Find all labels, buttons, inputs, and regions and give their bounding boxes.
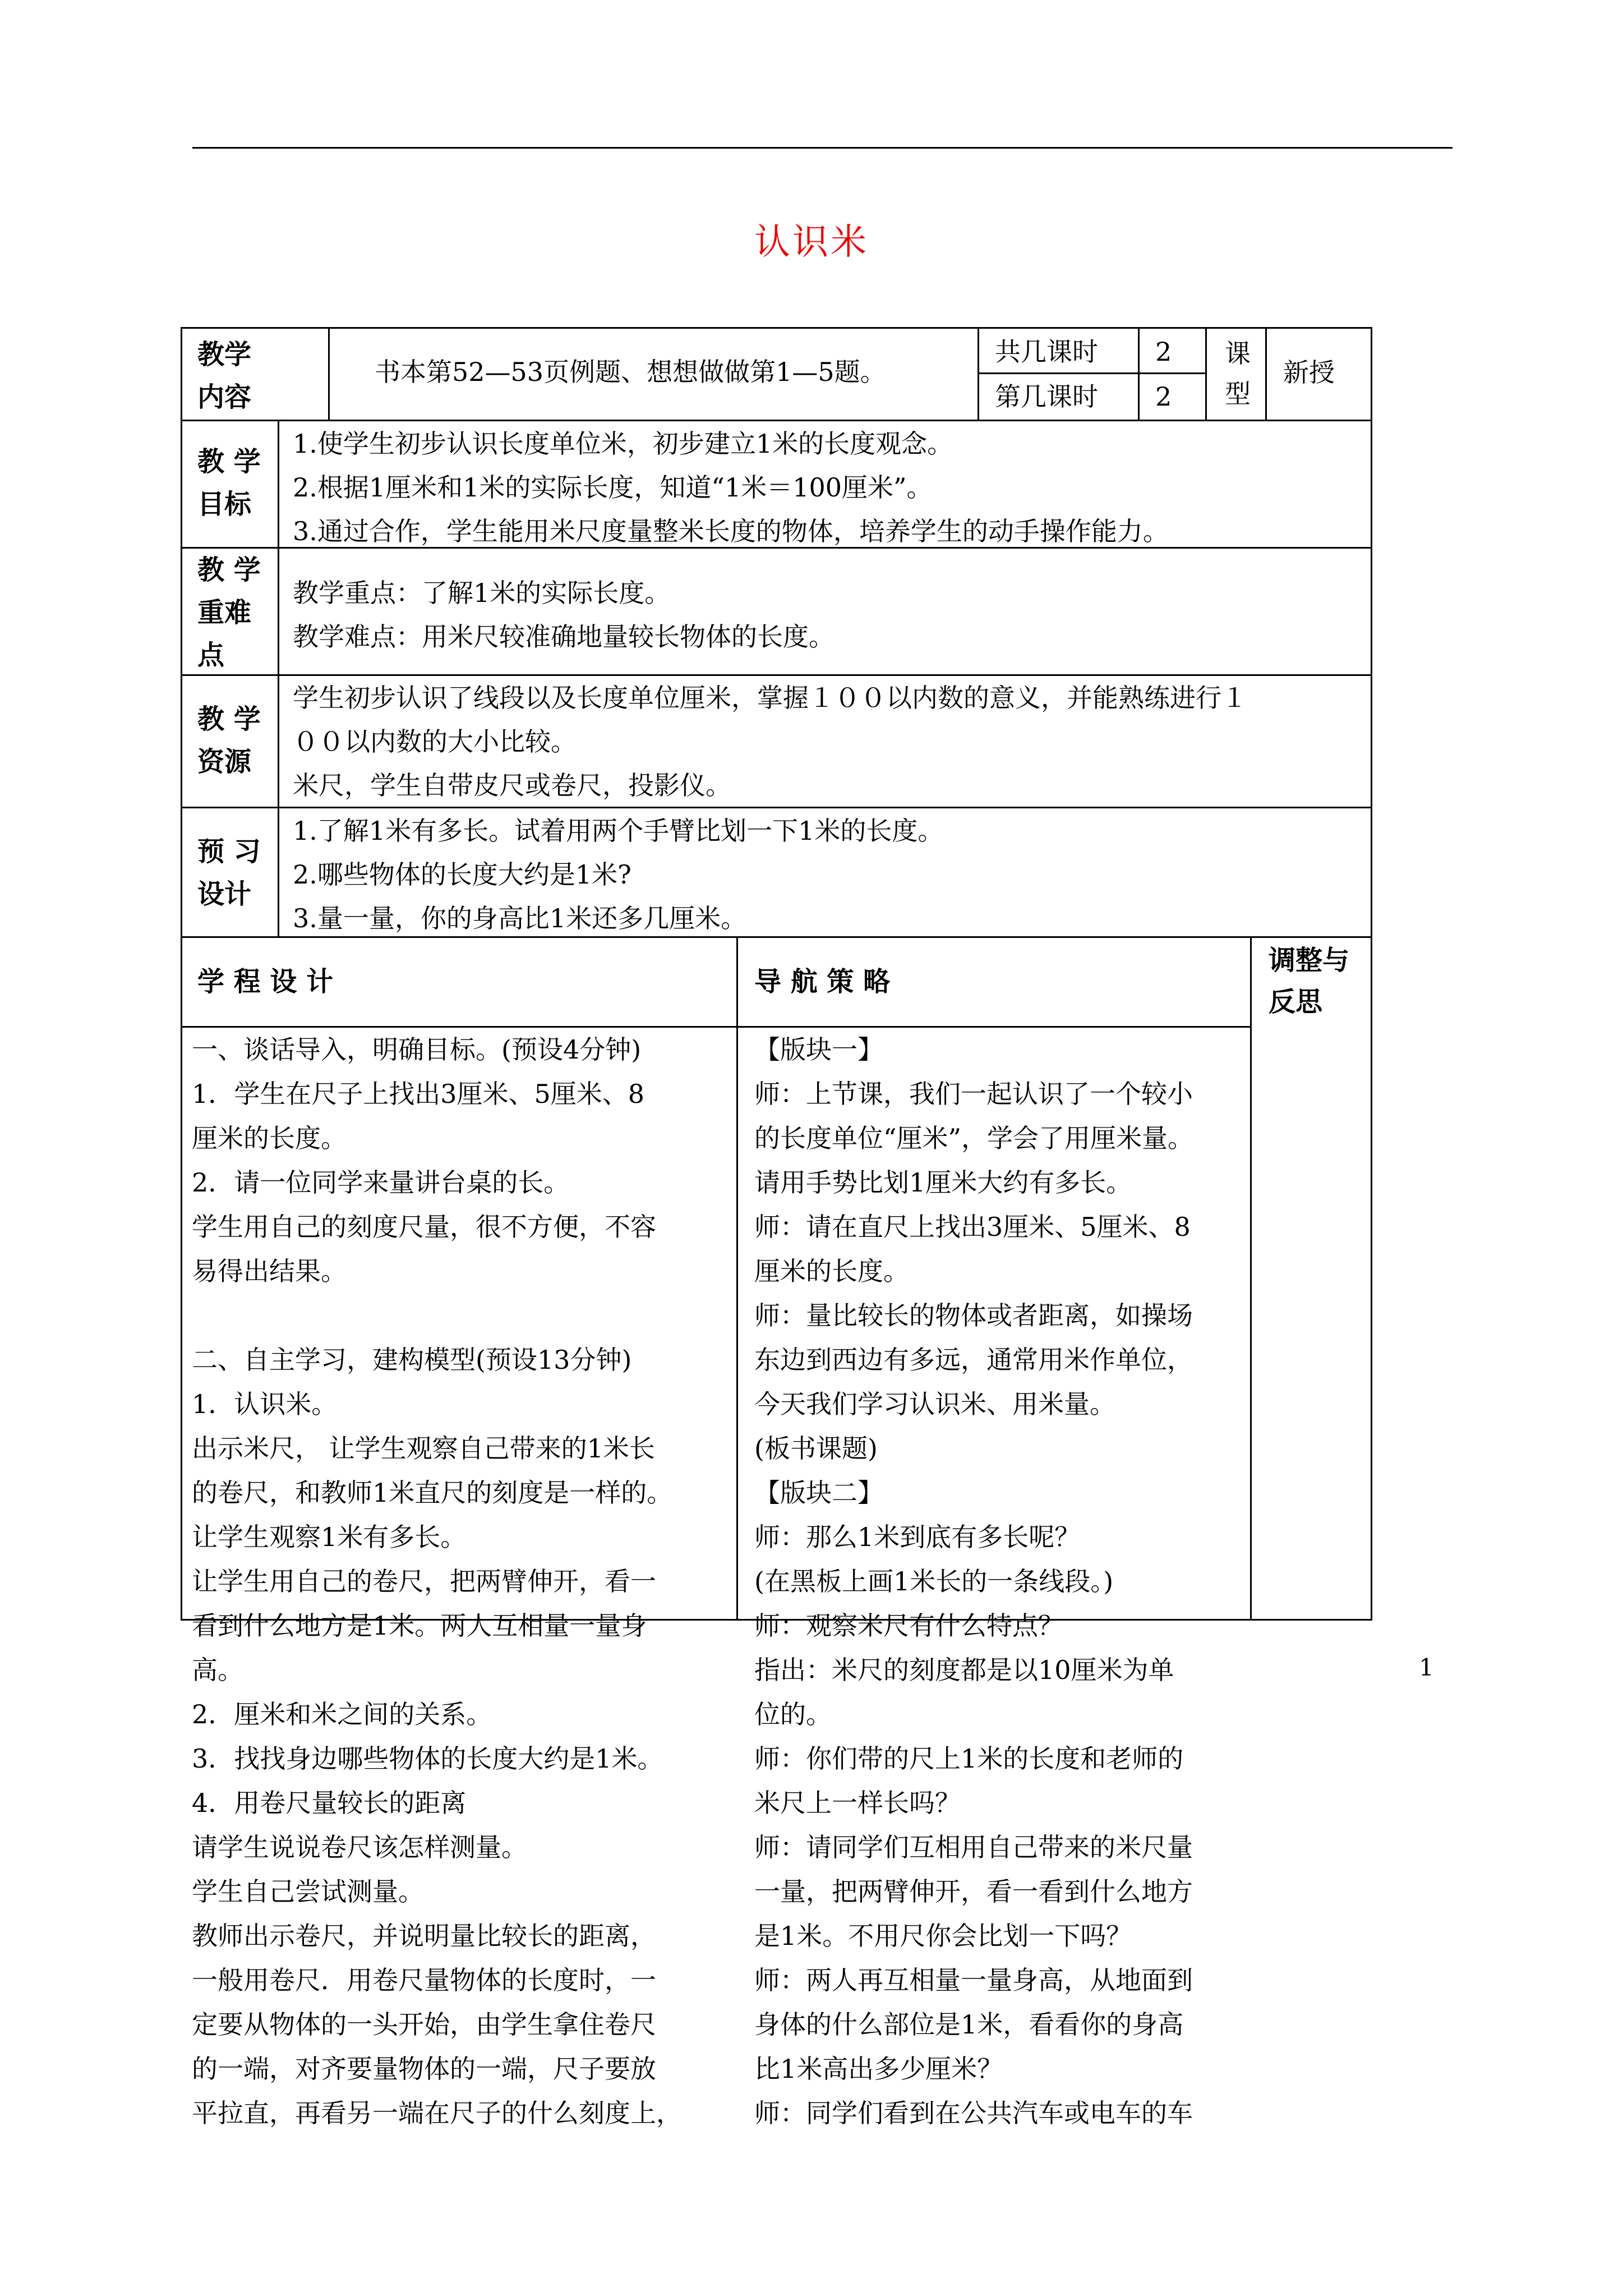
process-line: 4．用卷尺量较长的距离 — [192, 1788, 467, 1818]
label-line: 教 学 — [197, 446, 261, 477]
navigation-strategy-header: 导 航 策 略 — [754, 966, 891, 997]
process-line: 学生用自己的刻度尺量，很不方便，不容 — [192, 1212, 656, 1242]
process-line: 1．认识米。 — [192, 1389, 338, 1419]
row-label-content — [197, 333, 321, 418]
navigation-strategy-column — [754, 1028, 1248, 2136]
keypoint-item: 教学难点：用米尺较准确地量较长物体的长度。 — [293, 622, 834, 652]
preview-list — [293, 809, 1367, 940]
process-line: 学生自己尝试测量。 — [192, 1876, 424, 1907]
goal-item: 3.通过合作，学生能用米尺度量整米长度的物体，培养学生的动手操作能力。 — [293, 516, 1169, 546]
process-line: 请学生说说卷尺该怎样测量。 — [192, 1832, 527, 1862]
process-line: 2．厘米和米之间的关系。 — [192, 1699, 492, 1729]
table-right-border — [1371, 327, 1372, 1621]
preview-item: 3.量一量，你的身高比1米还多几厘米。 — [293, 903, 747, 933]
strategy-line: 比1米高出多少厘米？ — [754, 2054, 1003, 2084]
process-line: 定要从物体的一头开始，由学生拿住卷尺 — [192, 2009, 656, 2040]
preview-item: 1.了解1米有多长。试着用两个手臂比划一下1米的长度。 — [293, 816, 944, 846]
process-line: 一般用卷尺．用卷尺量物体的长度时，一 — [192, 1965, 656, 1995]
strategy-line: 今天我们学习认识米、用米量。 — [754, 1389, 1115, 1419]
process-line: 2．请一位同学来量讲台桌的长。 — [192, 1167, 570, 1198]
process-design-column — [192, 1028, 733, 2136]
label-line: 点 — [197, 639, 225, 671]
process-line: 易得出结果。 — [192, 1256, 347, 1286]
resources-list — [293, 676, 1367, 807]
resource-item: ００以内数的大小比较。 — [293, 726, 577, 757]
col-divider — [1205, 327, 1207, 420]
label-line: 内容 — [197, 381, 252, 413]
lesson-type-label — [1225, 333, 1262, 414]
strategy-line: 位的。 — [754, 1699, 832, 1729]
goal-item: 2.根据1厘米和1米的实际长度，知道“1米＝100厘米”。 — [293, 472, 933, 503]
label-line: 设计 — [197, 878, 252, 910]
strategy-line: 请用手势比划1厘米大约有多长。 — [754, 1167, 1132, 1198]
col-divider — [1138, 327, 1140, 420]
table-top-border — [181, 327, 1372, 329]
strategy-line: 师：同学们看到在公共汽车或电车的车 — [754, 2098, 1193, 2128]
strategy-line: 米尺上一样长吗？ — [754, 1788, 961, 1818]
preview-item: 2.哪些物体的长度大约是1米? — [293, 859, 631, 890]
strategy-line: 厘米的长度。 — [754, 1256, 909, 1286]
label-line: 目标 — [197, 489, 252, 520]
strategy-line: 指出：米尺的刻度都是以10厘米为单 — [754, 1655, 1174, 1685]
process-line: 高。 — [192, 1655, 243, 1685]
process-line: 二、自主学习，建构模型(预设13分钟) — [192, 1345, 632, 1375]
strategy-line: 的长度单位“厘米”，学会了用厘米量。 — [754, 1123, 1194, 1153]
strategy-line: 是1米。不用尺你会比划一下吗？ — [754, 1921, 1132, 1951]
resource-item: 学生初步认识了线段以及长度单位厘米，掌握１００以内数的意义，并能熟练进行１ — [293, 683, 1247, 713]
process-line: 的卷尺，和教师1米直尺的刻度是一样的。 — [192, 1478, 673, 1508]
page-title: 认识米 — [754, 222, 869, 263]
process-line: 一、谈话导入，明确目标。(预设4分钟) — [192, 1034, 642, 1065]
strategy-line: 师：那么1米到底有多长呢？ — [754, 1522, 1081, 1552]
goal-item: 1.使学生初步认识长度单位米，初步建立1米的长度观念。 — [293, 429, 953, 459]
resource-item: 米尺，学生自带皮尺或卷尺，投影仪。 — [293, 770, 731, 800]
strategy-line: 师：量比较长的物体或者距离，如操场 — [754, 1300, 1193, 1331]
strategy-line: 师：观察米尺有什么特点？ — [754, 1611, 1064, 1641]
process-line: 让学生用自己的卷尺，把两臂伸开，看一 — [192, 1566, 656, 1596]
label-col-divider — [278, 420, 279, 937]
which-lesson-value: 2 — [1155, 381, 1172, 412]
strategy-line: 师：请同学们互相用自己带来的米尺量 — [754, 1832, 1193, 1862]
strategy-line: 【版块二】 — [754, 1478, 883, 1508]
row-label-resources — [197, 698, 276, 783]
strategy-line: 一量，把两臂伸开，看一看到什么地方 — [754, 1876, 1193, 1907]
adjust-reflect-cell — [1252, 1028, 1371, 1619]
strategy-line: 师：两人再互相量一量身高，从地面到 — [754, 1965, 1193, 1995]
process-line: 1．学生在尺子上找出3厘米、5厘米、8 — [192, 1079, 645, 1109]
strategy-line: 东边到西边有多远，通常用米作单位， — [754, 1345, 1193, 1375]
process-line: 平拉直，再看另一端在尺子的什么刻度上， — [192, 2098, 682, 2128]
page-number: 1 — [1419, 1654, 1434, 1681]
design-col-divider — [736, 936, 738, 1621]
strategy-line: 【版块一】 — [754, 1034, 883, 1065]
label-line: 重难 — [197, 597, 252, 628]
label-line: 预 习 — [197, 836, 261, 867]
label-line: 教 学 — [197, 703, 261, 735]
label-line: 型 — [1225, 379, 1251, 409]
strategy-line: 师：上节课，我们一起认识了一个较小 — [754, 1079, 1193, 1109]
process-line: 3．找找身边哪些物体的长度大约是1米。 — [192, 1743, 663, 1774]
process-line: 出示米尺， 让学生观察自己带来的1米长 — [192, 1433, 655, 1464]
col-divider — [1265, 327, 1267, 420]
label-line: 调整与 — [1269, 945, 1350, 976]
strategy-line: 师：请在直尺上找出3厘米、5厘米、8 — [754, 1212, 1191, 1242]
process-line: 教师出示卷尺，并说明量比较长的距离， — [192, 1921, 656, 1951]
keypoint-item: 教学重点：了解1米的实际长度。 — [293, 578, 671, 608]
strategy-line: (在黑板上画1米长的一条线段。) — [754, 1566, 1114, 1596]
header-rule — [192, 147, 1453, 149]
adjust-reflect-header — [1269, 940, 1370, 1023]
row-divider — [181, 420, 1372, 421]
process-line: 让学生观察1米有多长。 — [192, 1522, 467, 1552]
col-divider — [328, 327, 330, 420]
process-line: 看到什么地方是1米。两人互相量一量身 — [192, 1611, 647, 1641]
label-line: 资源 — [197, 746, 252, 777]
row-label-goals — [197, 440, 276, 526]
row-label-keypoints — [197, 549, 276, 677]
row-label-preview — [197, 830, 276, 915]
table-left-border — [181, 327, 182, 1621]
total-lessons-value: 2 — [1155, 337, 1172, 367]
total-lessons-label: 共几课时 — [995, 337, 1098, 367]
process-design-header: 学 程 设 计 — [197, 966, 334, 997]
process-line — [192, 1294, 733, 1338]
strategy-line: 身体的什么部位是1米，看看你的身高 — [754, 2009, 1184, 2040]
col-divider — [978, 327, 979, 420]
label-line: 教学 — [197, 339, 252, 370]
keypoints-list — [293, 571, 1367, 659]
process-line: 厘米的长度。 — [192, 1123, 347, 1153]
goals-list — [293, 422, 1367, 553]
label-line: 课 — [1225, 338, 1251, 369]
strategy-line: 师：你们带的尺上1米的长度和老师的 — [754, 1743, 1184, 1774]
label-line: 教 学 — [197, 554, 261, 586]
label-line: 反思 — [1269, 986, 1323, 1018]
lesson-type-value: 新授 — [1283, 357, 1335, 388]
strategy-line: (板书课题) — [754, 1433, 878, 1464]
content-text: 书本第52—53页例题、想想做做第1—5题。 — [375, 357, 886, 387]
which-lesson-label: 第几课时 — [995, 381, 1098, 412]
process-line: 的一端，对齐要量物体的一端，尺子要放 — [192, 2054, 656, 2084]
